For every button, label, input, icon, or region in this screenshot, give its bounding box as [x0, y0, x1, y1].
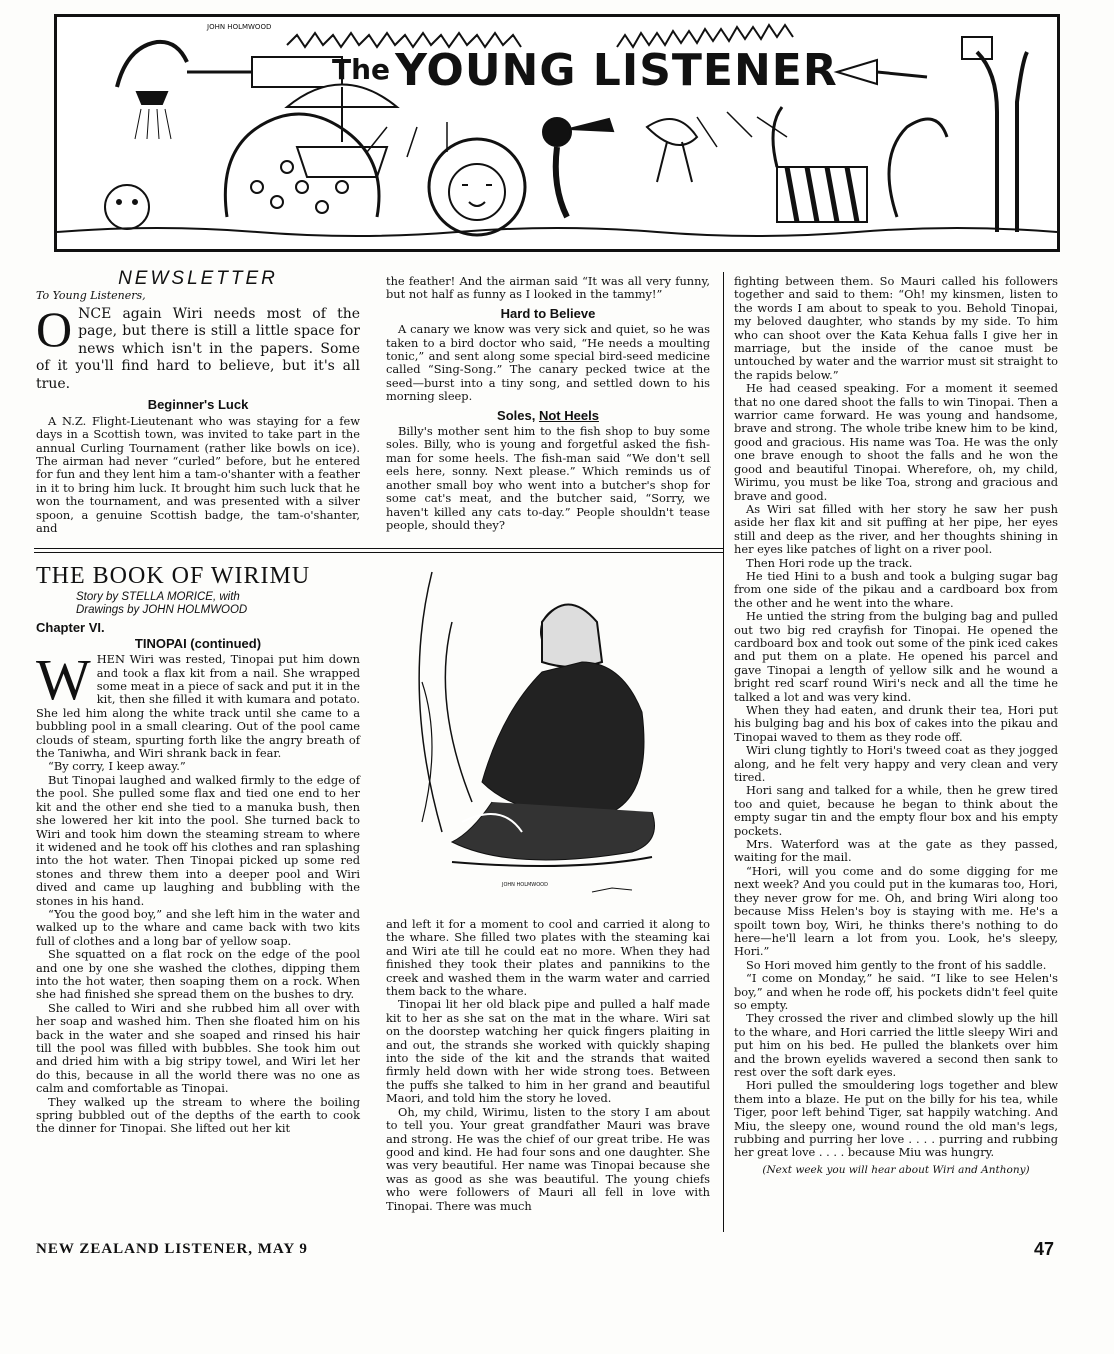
story-col3-paragraph-9: Hori sang and talked for a while, then he grew tired too and quiet, because he began to think about the empty sugar tin and the empty flour box and his empty pockets.: [734, 783, 1058, 838]
soles-heading-a: Soles,: [497, 407, 539, 423]
story-col3-paragraph-1: fighting between them. So Mauri called his followers together and said to them: “Oh! my kinsmen, listen to the words I am about to speak to you. Behold Tinopai, my beloved daughter, who stands by my side. To him who can shoot over the Kata Kehua falls I give her in marriage, but the inside of the canoe must be untouched by water and the warrior must sit straight to the rapids below.”: [734, 274, 1058, 382]
beginners-luck-text: A N.Z. Flight-Lieutenant who was staying for a few days in a Scottish town, was invited to take part in the annual Curling Tournament (rather like bowls on ice). The airman had never “curled” before, but he entered for fun and they lent him a tam-o'shanter with a feather in it to bring him luck. It brought him such luck that he won the tournament, and was presented with a silver spoon, a genuine Scottish badge, the tam-o'shanter, and: [36, 413, 360, 535]
story-col3-paragraph-6: He untied the string from the bulging bag and pulled out two big red crayfish for Tinopai. He opened the cardboard box and took out some of the pink iced cakes and put them on a plate. He opened his parcel and gave Tinopai a length of yellow silk and he wound a bright red scarf round Wiri's neck and all the time he talked a lot and was very kind.: [734, 609, 1058, 704]
story-col3-paragraph-8: Wiri clung tightly to Hori's tweed coat as they jogged along, and he felt very happy and very clean and very tired.: [734, 743, 1058, 785]
section-divider: [34, 548, 724, 549]
newsletter-intro: [36, 300, 360, 394]
story-title: THE BOOK OF WIRIMU: [36, 563, 311, 589]
masthead-main: YOUNG LISTENER: [395, 45, 838, 96]
publication-footer: NEW ZEALAND LISTENER, MAY 9: [36, 1241, 308, 1257]
chapter-number: Chapter VI.: [36, 620, 105, 636]
story-col3-paragraph-4: Then Hori rode up the track.: [746, 555, 913, 570]
story-col2-paragraph-2: Tinopai lit her old black pipe and pulled a half made kit to her as she sat on the mat in the whare. Wiri sat on the doorstep watching her quick fingers plaiting in and out, the strands she worked with quickly shaping into the side of the kit and the strands that waited firmly held down with her wide strong toes. Between the puffs she talked to him in her grand and beautiful Maori, and told him the story he loved.: [386, 997, 710, 1106]
masthead-title: [332, 45, 838, 96]
story-paragraph-5: She squatted on a flat rock on the edge of the pool and one by one she washed the clothes, dipping them into the hot water, then soaping them on a rock. When she had finished she spread them on the bushes to dry.: [36, 947, 360, 1002]
story-paragraph-2: “By corry, I keep away.”: [48, 759, 186, 774]
story-paragraph-7: They walked up the stream to where the boiling spring bubbled out of the depths of the earth to cook the dinner for Tinopai. She lifted out her kit: [36, 1094, 360, 1136]
story-col2-paragraph-1: and left it for a moment to cool and carried it along to the whare. She filled two plates with the steaming kai and Wiri ate till he could eat no more. When they had finished they took their plates and pannikins to the creek and washed them in the warm water and carried them back to the whare.: [386, 917, 710, 999]
soles-text: Billy's mother sent him to the fish shop to buy some soles. Billy, who is young and forgetful asked the fish-man for some heels. The fish-man said “We don't sell eels here, sonny. Next please.” Which reminds us of another small boy who went into a butcher's shop for some cat's meat, and the butcher said, “Sorry, we haven't killed any cats to-day.” People shouldn't tease people, should they?: [386, 424, 710, 532]
masthead-the: The: [332, 53, 391, 86]
masthead-banner: [54, 14, 1060, 252]
soles-heading-b: Not Heels: [538, 407, 599, 423]
story-paragraph-6: She called to Wiri and she rubbed him all over with her soap and washed him. Then she floated him on his back in the water and she soaped and rinsed his hair till the pool was filled with bubbles. She took him out and dried him with a big stripy towel, and Wiri let her do this, because in all the world there was no one as calm and comfortable as Tinopai.: [36, 1000, 360, 1096]
story-paragraph-1: WHEN Wiri was rested, Tinopai put him down and took a flax kit from a nail. She wrapped some meat in a piece of sack and put it in the kit, then she filled it with kumara and potato. She led him along the white track until she came to a bubbling pool in a small clearing. Out of the pool came clouds of steam, spurting forth like the angry breath of the Taniwha, and Wiri shrank back in fear.: [36, 647, 360, 761]
newsletter-intro-text: NCE again Wiri needs most of the page, but there is still a little space for news which isn't in the papers. Some of it you'll find hard to believe, but it's all true.: [36, 305, 360, 392]
story-byline-2: Drawings by JOHN HOLMWOOD: [76, 604, 248, 617]
story-col3-paragraph-10: Mrs. Waterford was at the gate as they passed, waiting for the mail.: [734, 837, 1058, 865]
page-number: 47: [1034, 1239, 1055, 1259]
story-col3-paragraph-13: “I come on Monday,” he said. “I like to see Helen's boy,” and when he rode off, his pockets didn't feel quite so empty.: [734, 971, 1058, 1012]
newsletter-heading: NEWSLETTER: [118, 268, 278, 289]
chapter-subtitle: TINOPAI (continued): [134, 635, 262, 651]
column-divider-right: [723, 272, 724, 1232]
section-divider-2: [34, 552, 724, 553]
drop-cap-w: W: [36, 647, 91, 713]
newsletter-salutation: To Young Listeners,: [36, 289, 146, 303]
beginners-luck-continued: the feather! And the airman said “It was all very funny, but not half as funny as I looked in the tammy!”: [386, 274, 710, 302]
story-col3-paragraph-2: He had ceased speaking. For a moment it seemed that no one dared shoot the falls to win Tinopai. Then a warrior came forward. He was young and handsome, brave and strong. The whole tribe knew him to be kind, good and gracious. His name was Toa. He was the only one brave enough to shoot the falls and he won the good and beautiful Tinopai. Wherefore, oh, my child, Wirimu, you must be like Toa, strong and gracious and brave and good.: [734, 381, 1058, 503]
story-col3-paragraph-14: They crossed the river and climbed slowly up the hill to the whare, and Hori carried the little sleepy Wiri and put him on his bed. He pulled the blankets over him and the brown eyelids wavered a second then sank to rest over the soft dark eyes.: [734, 1011, 1058, 1079]
story-col2-paragraph-3: Oh, my child, Wirimu, listen to the story I am about to tell you. Your great grandfather Mauri was brave and strong. He was the chief of our great tribe. He was good and kind. He had four sons and one daughter. She was very beautiful. Her name was Tinopai because she was as good as she was beautiful. The young chiefs who were followers of Mauri all fell in love with Tinopai. There was much: [386, 1104, 710, 1213]
newsletter-column-1: [36, 268, 360, 535]
next-week-note: (Next week you will hear about Wiri and Anthony): [762, 1163, 1030, 1176]
story-col3-paragraph-12: So Hori moved him gently to the front of his saddle.: [746, 957, 1047, 972]
soles-heading: [386, 409, 710, 422]
story-illustration: [392, 562, 712, 912]
beginners-luck-heading: Beginner's Luck: [147, 397, 249, 413]
story-col3-paragraph-7: When they had eaten, and drunk their tea, Hori put his bulging bag and his box of cakes into the pikau and Tinopai waved to them as they rode off.: [734, 703, 1058, 744]
story-paragraph-3: But Tinopai laughed and walked firmly to the edge of the pool. She pulled some flax and tied one end to her kit and the other end she tied to a manuka bush, then she lowered her kit into the pool. She turned back to Wiri and took him down the steaming stream to where it widened and he took off his clothes and ran splashing into the hot water. Then Tinopai picked up some red stones and threw them into a deeper pool and Wiri dived and came up laughing and bubbling with the stones in his hand.: [36, 772, 360, 908]
story-col3-paragraph-15: Hori pulled the smouldering logs together and blew them into a blaze. He put on the billy for his tea, while Tiger, poor left behind Tiger, sat happily watching. And Miu, the sleepy one, wound round the old man's legs, rubbing and purring her love . . . . purring and rubbing her great love . . . . because Miu was hungry.: [734, 1078, 1058, 1160]
story-column-1: [36, 563, 360, 1136]
story-col3-paragraph-5: He tied Hini to a bush and took a bulging sugar bag from one side of the pikau and a cardboard box from the other and he went into the whare.: [734, 568, 1058, 610]
drop-cap-o: O: [36, 300, 73, 357]
hard-to-believe-text: A canary we know was very sick and quiet, so he was taken to a bird doctor who said, “He needs a moulting tonic,” and sent along some special bird-seed medicine called “Sing-Song.” The canary pecked twice at the seed—burst into a tiny song, and settled down to his morning sleep.: [386, 322, 710, 404]
story-byline-1: Story by STELLA MORICE, with: [76, 591, 240, 604]
tinopai-drawing: [392, 562, 712, 912]
story-col3-paragraph-11: “Hori, will you come and do some digging for me next week? And you could put in the kumaras too, Hori, they never grow for me. Oh, and bring Wiri along too because Miss Helen's boy is staying with me. He's a spoilt town boy, Wiri, he thinks there's nothing to do here—he'll learn a lot from you. Look, he's sleepy, Hori.”: [734, 863, 1058, 959]
story-paragraph-4: “You the good boy,” and she left him in the water and walked up to the whare and came back with two kits full of clothes and a long bar of yellow soap.: [36, 906, 360, 948]
artist-credit: JOHN HOLMWOOD: [207, 23, 272, 31]
story-column-3: [734, 275, 1058, 1177]
newsletter-column-2: [386, 275, 710, 532]
story-column-2: [386, 918, 710, 1213]
illustration-signature: JOHN HOLMWOOD: [502, 882, 548, 888]
hard-to-believe-heading: Hard to Believe: [500, 305, 596, 321]
story-col3-paragraph-3: As Wiri sat filled with her story he saw her push aside her flax kit and sit puffing at her pipe, her eyes still and deep as the river, and her thoughts shining in her eyes like patches of light on a river pool.: [734, 501, 1058, 557]
